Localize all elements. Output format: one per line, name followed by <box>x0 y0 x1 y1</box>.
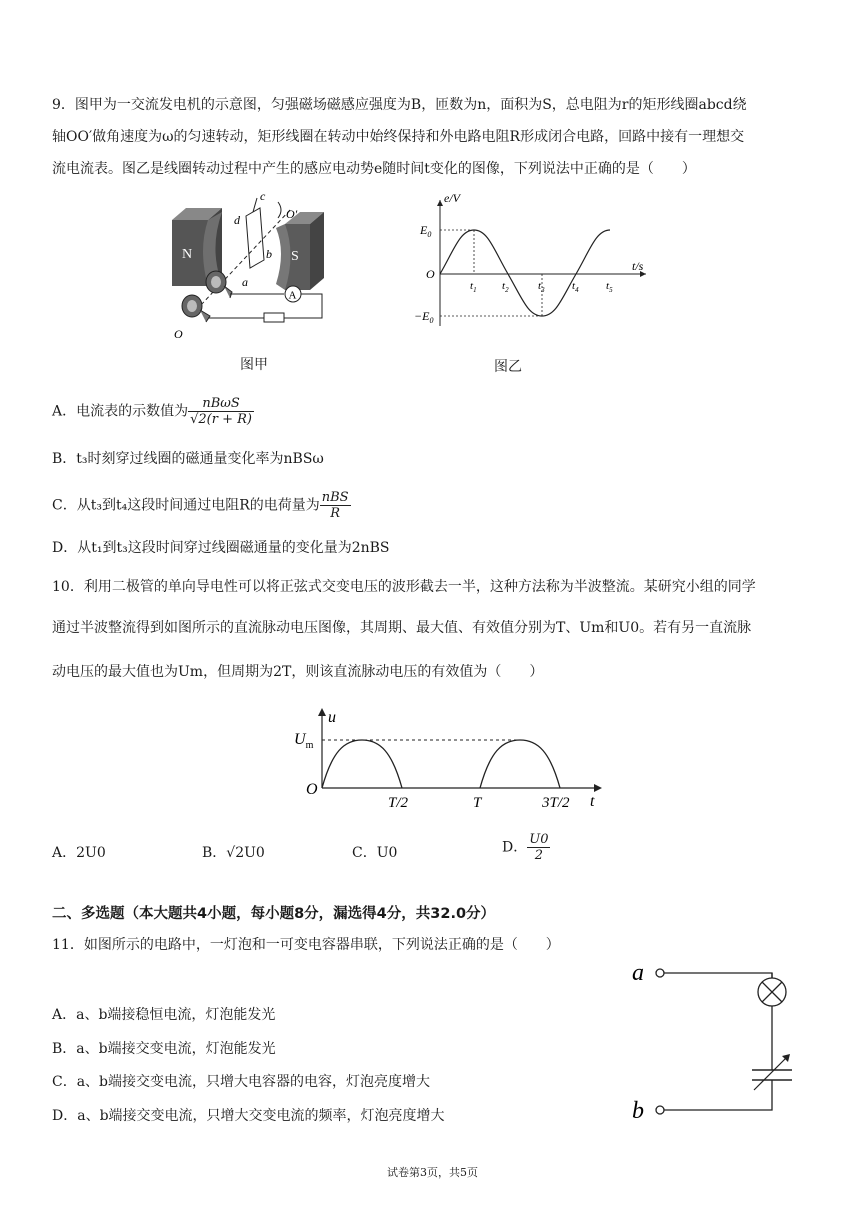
svg-text:t2: $t_2$ <box>502 280 509 294</box>
q10-option-d-label: D． <box>502 839 528 856</box>
q9-option-a-text: A．电流表的示数值为 <box>52 403 189 420</box>
u-axis-label: u <box>328 709 336 726</box>
half-wave-1 <box>322 740 402 788</box>
q10-option-b[interactable]: B．√2U0 <box>202 845 265 861</box>
origin-label: O <box>426 267 435 281</box>
label-b: b <box>266 247 272 261</box>
q9-option-c-fraction: $\frac{\text{nBS}}{R}$ <box>321 490 349 521</box>
t-axis-label: t/s <box>632 259 644 273</box>
q9-option-a[interactable] <box>52 396 254 427</box>
tick-t1: t <box>470 280 474 292</box>
q10-stem-line3: 动电压的最大值也为Um，但周期为2T，则该直流脉动电压的有效值为（ ） <box>52 664 544 680</box>
svg-text:t3: $t_3$ <box>538 280 545 294</box>
s-label: S <box>291 249 299 264</box>
um-label: U <box>294 731 306 748</box>
q9-option-a-fraction: $\frac{\text{nBωS}}{√2(r + R)}$ <box>190 396 252 427</box>
label-o-prime: O′ <box>286 207 298 221</box>
emf-time-graph <box>410 192 650 332</box>
figure-a-caption: 图甲 <box>240 357 268 373</box>
svg-text:−E0: $-E_0$ <box>414 309 434 325</box>
q9-stem-line1: 9．图甲为一交流发电机的示意图，匀强磁场磁感应强度为B，匝数为n，面积为S，总电阻为r的矩形线圈abcd绕 <box>52 97 747 113</box>
tick-t4: t <box>572 280 576 292</box>
terminal-a <box>656 969 664 977</box>
figure-b-caption: 图乙 <box>494 359 522 375</box>
q11-stem: 11．如图所示的电路中，一灯泡和一可变电容器串联，下列说法正确的是（ ） <box>52 937 560 953</box>
label-c: c <box>260 189 266 203</box>
q9-option-b[interactable]: B．t₃时刻穿过线圈的磁通量变化率为nBSω <box>52 451 324 467</box>
q11-option-c[interactable]: C．a、b端接交变电流，只增大电容器的电容，灯泡亮度增大 <box>52 1074 431 1090</box>
q9-option-c-text: C．从t₃到t₄这段时间通过电阻R的电荷量为 <box>52 497 320 514</box>
s-magnet <box>276 212 324 290</box>
q9-option-d[interactable]: D．从t₁到t₃这段时间穿过线圈磁通量的变化量为2nBS <box>52 540 390 556</box>
tick-t5: t <box>606 280 610 292</box>
q11-option-d[interactable]: D．a、b端接交变电流，只增大交变电流的频率，灯泡亮度增大 <box>52 1108 445 1124</box>
q11-option-b[interactable]: B．a、b端接交变电流，灯泡能发光 <box>52 1041 276 1057</box>
n-label: N <box>182 247 193 262</box>
tick-t3: t <box>538 280 542 292</box>
half-wave-graph <box>288 704 608 812</box>
emf-curve <box>440 230 610 316</box>
tick-t2: t <box>502 280 506 292</box>
label-d: d <box>234 213 240 227</box>
section-title: 二、多选题（本大题共4小题，每小题8分，漏选得4分，共32.0分） <box>52 906 496 922</box>
terminal-a-label: a <box>632 960 644 986</box>
origin-label: O <box>306 781 318 798</box>
svg-text:t1: $t_1$ <box>470 280 477 294</box>
resistor-r <box>264 313 284 322</box>
page-footer: 试卷第3页，共5页 <box>387 1166 478 1179</box>
q10-option-c[interactable]: C．U0 <box>352 845 398 861</box>
generator-figure <box>160 188 340 344</box>
e0-label: E <box>420 223 428 237</box>
tick-three-half-t: 3T/2 <box>542 795 570 811</box>
label-o: O <box>174 327 183 341</box>
tick-half-t: T/2 <box>388 795 409 811</box>
svg-text:E0: $E_0$ <box>420 223 432 239</box>
q10-option-d-fraction: $\frac{U0}{2}$ <box>529 832 549 863</box>
svg-text:t4: $t_4$ <box>572 280 579 294</box>
q9-option-c[interactable] <box>52 490 351 521</box>
half-wave-2 <box>480 740 560 788</box>
label-a: a <box>242 275 248 289</box>
q9-stem-line2: 轴OO′做角速度为ω的匀速转动，矩形线圈在转动中始终保持和外电路电阻R形成闭合电路，回路中接有一理想交 <box>52 129 745 145</box>
terminal-b-label: b <box>632 1098 644 1124</box>
e-axis-label: e/V <box>444 192 460 205</box>
t-axis-label: t <box>590 793 595 810</box>
lamp-capacitor-circuit <box>626 950 796 1130</box>
q11-option-a[interactable]: A．a、b端接稳恒电流，灯泡能发光 <box>52 1007 276 1023</box>
coil-frame <box>246 208 264 268</box>
q10-stem-line1: 10．利用二极管的单向导电性可以将正弦式交变电压的波形截去一半，这种方法称为半波整流。某研究小组的同学 <box>52 579 756 595</box>
q10-option-a[interactable]: A．2U0 <box>52 845 106 861</box>
q9-stem-line3: 流电流表。图乙是线圈转动过程中产生的感应电动势e随时间t变化的图像，下列说法中正确的是（ ） <box>52 161 696 177</box>
tick-t: T <box>473 795 482 811</box>
q10-stem-line2: 通过半波整流得到如图所示的直流脉动电压图像，其周期、最大值、有效值分别为T、Um和U0。若有另一直流脉 <box>52 620 752 636</box>
svg-text:Um: $U_m$ <box>294 731 314 751</box>
ammeter-label: A <box>288 289 297 302</box>
q10-option-d[interactable] <box>502 832 550 863</box>
svg-text:t5: $t_5$ <box>606 280 613 294</box>
neg-e0-label: −E <box>414 309 430 323</box>
terminal-b <box>656 1106 664 1114</box>
